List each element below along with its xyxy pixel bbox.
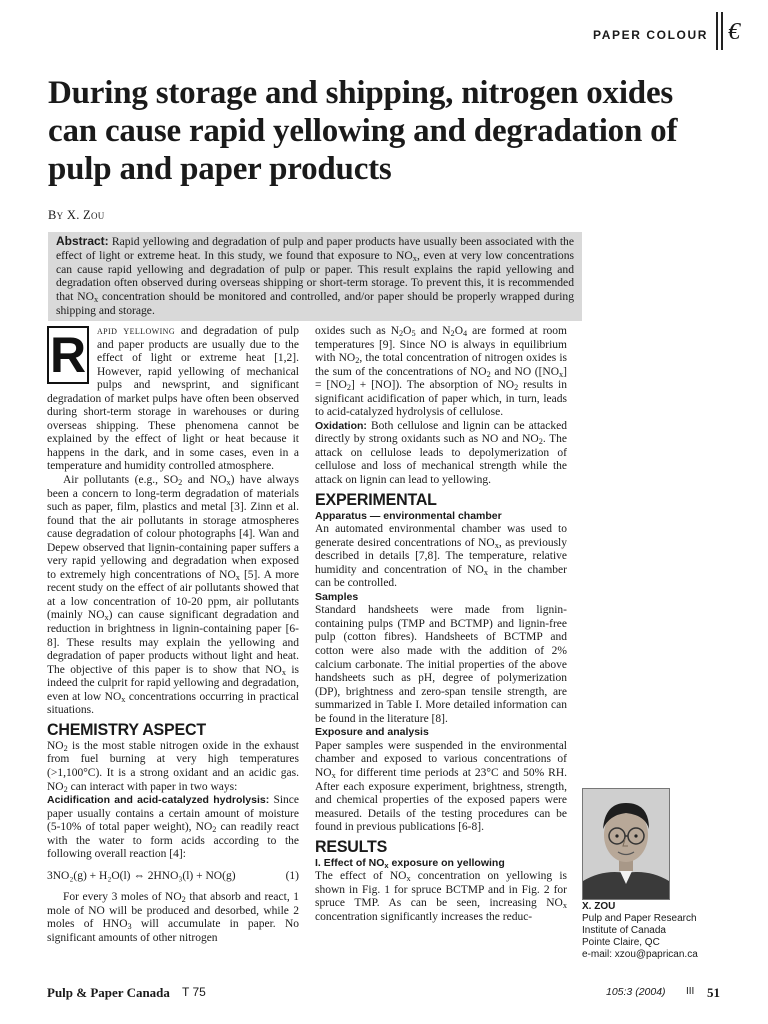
- header-rule: [721, 12, 723, 50]
- abstract-text: , even at very low concentrations can cause rapid yellowing and degradation of pulp or paper. This result explains the rapid yellowing and degradation often observed during overseas shipping or short-term storage. To prevent this, it is recommended that NO: [56, 248, 574, 304]
- body-paragraph: For every 3 moles of $NO_2$ that absorb and react, 1 mole of NO will be produced and desorbed, while 2 moles of $HNO_3$ will accumulate in paper. No significant amounts of other nitrogen: [47, 891, 299, 944]
- author-location: Pointe Claire, QC: [582, 937, 660, 948]
- subheading: Acidification and acid-catalyzed hydrolysis:: [47, 794, 270, 807]
- body-column-right: [315, 325, 567, 924]
- abstract-text: concentration should be monitored and controlled, and/or paper should be properly wrapped during shipping and storage.: [56, 290, 575, 317]
- header-rule: [716, 12, 718, 50]
- body-paragraph: oxides such as $N_2O_5$ and $N_2O_4$ are formed at room temperatures [9]. Since NO is always in equilibrium with $NO_2$, the total concentration of nitrogen oxides is the sum of the concentrations of $NO_2$ and NO $([NO_x] = [NO_2] + [NO])$. The absorption of $NO_2$ results in significant acidification of paper which, in turn, leads to acid-catalyzed hydrolysis of cellulose.: [315, 325, 567, 419]
- author-affiliation: Pulp and Paper Research: [582, 913, 697, 924]
- subheading: Apparatus — environmental chamber: [315, 509, 502, 522]
- body-paragraph: An automated environmental chamber was used to generate desired concentrations of $NO_x$, as previously described in details [7,8]. The temperature, relative humidity and concentration of $NO_x$ in the chamber can be controlled.: [315, 523, 567, 590]
- article-title: During storage and shipping, nitrogen oxides can cause rapid yellowing and degradation of pulp and paper products: [48, 75, 678, 187]
- author-name: X. ZOU: [582, 901, 616, 912]
- footer-page-number: 51: [707, 985, 720, 1000]
- author-photo: [582, 788, 670, 900]
- subheading: Exposure and analysis: [315, 726, 429, 739]
- subheading: Samples: [315, 590, 359, 603]
- footer-page-code: T 75: [182, 985, 206, 999]
- section-logo-mark: €: [728, 19, 740, 45]
- body-paragraph: The effect of $NO_x$ concentration on yellowing is shown in Fig. 1 for spruce BCTMP and in Fig. 2 for spruce TMP. As can be seen, increasing $NO_x$ concentration significantly increases the reduc-: [315, 870, 568, 923]
- subheading: I. Effect of $NO_x$ exposure on yellowing: [315, 856, 505, 870]
- author-affiliation: Institute of Canada: [582, 925, 666, 936]
- body-paragraph: R apid yellowing and degradation of pulp and paper products are usually due to the effect of light or extreme heat [1,2]. However, rapid yellowing of mechanical pulps and newsprint, and significant degradation of market pulps have often been observed during short-term storage in warehouses or during overseas shipping. These phenomena cannot be explained by the effect of light or heat because it happens in the dark, and in some cases, even in a temperature and humidity controlled atmosphere.: [47, 325, 299, 473]
- equation-number: (1): [285, 869, 299, 882]
- section-heading-results: RESULTS: [315, 838, 388, 857]
- body-paragraph: $NO_2$ is the most stable nitrogen oxide in the exhaust from fuel burning at very high temperatures (>1,100°C). It is a strong oxidant and an acidic gas. $NO_2$ can interact with paper in two ways:: [47, 739, 299, 794]
- drop-cap: R: [47, 326, 89, 384]
- body-paragraph: Air pollutants (e.g., $SO_2$ and $NO_x$) have always been a concern to long-term degradation of materials such as paper, film, plastics and metal [3]. Zinn et al. found that the air pollutants in storage atmospheres cause degradation of colour photographs [4]. Wan and Depew observed that lignin-containing paper suffers a very rapid yellowing and degradation when exposed to extremely high concentrations of $NO_x$ [5]. A more recent study on the effect of air pollutants showed that at a low concentration of 10-20 ppm, air pollutants (mainly $NO_x$) can cause significant degradation and reduction in brightness in lignin-containing paper [6-8]. These results may explain the yellowing and degradation of paper products without light and heat. The objective of this paper is to show that $NO_x$ is indeed the culprit for rapid yellowing and degradation, even at low $NO_x$ concentrations occurring in practical situations.: [47, 474, 300, 717]
- footer-separator: III: [686, 986, 695, 997]
- author-email: e-mail: xzou@paprican.ca: [582, 949, 698, 960]
- abstract-label: Abstract:: [56, 234, 109, 248]
- body-paragraph: Paper samples were suspended in the environmental chamber and exposed to various concentrations of $NO_x$ for different time periods at 23°C and 50% RH. After each exposure experiment, brightness, strength, and chemical properties of the exposed papers were measured. Details of the testing procedures can be found in previous publications [6-8].: [315, 739, 567, 834]
- abstract-text: Rapid yellowing and degradation of pulp and paper products have usually been associated with the effect of light or extreme heat. In this study, we found that exposure to NO: [56, 235, 574, 262]
- equation: [47, 870, 299, 884]
- equation-text: 3NO₂(g) + H₂O(l) ⇔ 2HNO₃(l) + NO(g): [47, 869, 236, 882]
- section-heading-experimental: EXPERIMENTAL: [315, 491, 437, 509]
- body-paragraph: Acidification and acid-catalyzed hydrolysis: Since paper usually contains a certain amount of moisture (5-10% of total paper weight), $NO_2$ can readily react with the water to form acids according to the following overall reaction [4]:: [47, 794, 299, 861]
- body-paragraph: Oxidation: Both cellulose and lignin can be attacked directly by strong oxidants such as NO and $NO_2$. The attack on cellulose leads to depolymerization of cellulose and loss of mechanical strength while the attack on lignin can lead to yellowing.: [315, 419, 567, 487]
- section-label: PAPER COLOUR: [593, 28, 708, 42]
- footer-journal-name: Pulp & Paper Canada: [47, 985, 170, 1000]
- section-heading-chemistry: CHEMISTRY ASPECT: [47, 721, 206, 740]
- body-paragraph: Standard handsheets were made from lignin-containing pulps (TMP and BCTMP) and lignin-free pulp (cotton fibres). Handsheets of BCTMP and cotton were also made with the addition of 2% calcium carbonate. The initial properties of the above handsheets such as pH, degree of polymerization (DP), brightness and zero-span tensile strength, are summarized in Table I. More detailed information can be found in the literature [8].: [315, 604, 567, 725]
- footer-issue: 105:3 (2004): [606, 986, 666, 998]
- subheading: Oxidation:: [315, 419, 367, 432]
- byline: By X. Zou: [48, 208, 105, 222]
- author-info: [582, 901, 752, 961]
- body-column-left: [47, 325, 299, 946]
- abstract-box: Abstract: Rapid yellowing and degradation of pulp and paper products have usually been associated with the effect of light or extreme heat. In this study, we found that exposure to $NO_x$, even at very low concentrations can cause rapid yellowing and degradation of pulp or paper. This result explains the rapid yellowing and degradation often observed during overseas shipping or short-term storage. To prevent this, it is recommended that $NO_x$ concentration should be monitored and controlled, and/or paper should be properly wrapped during shipping and storage.: [48, 232, 582, 321]
